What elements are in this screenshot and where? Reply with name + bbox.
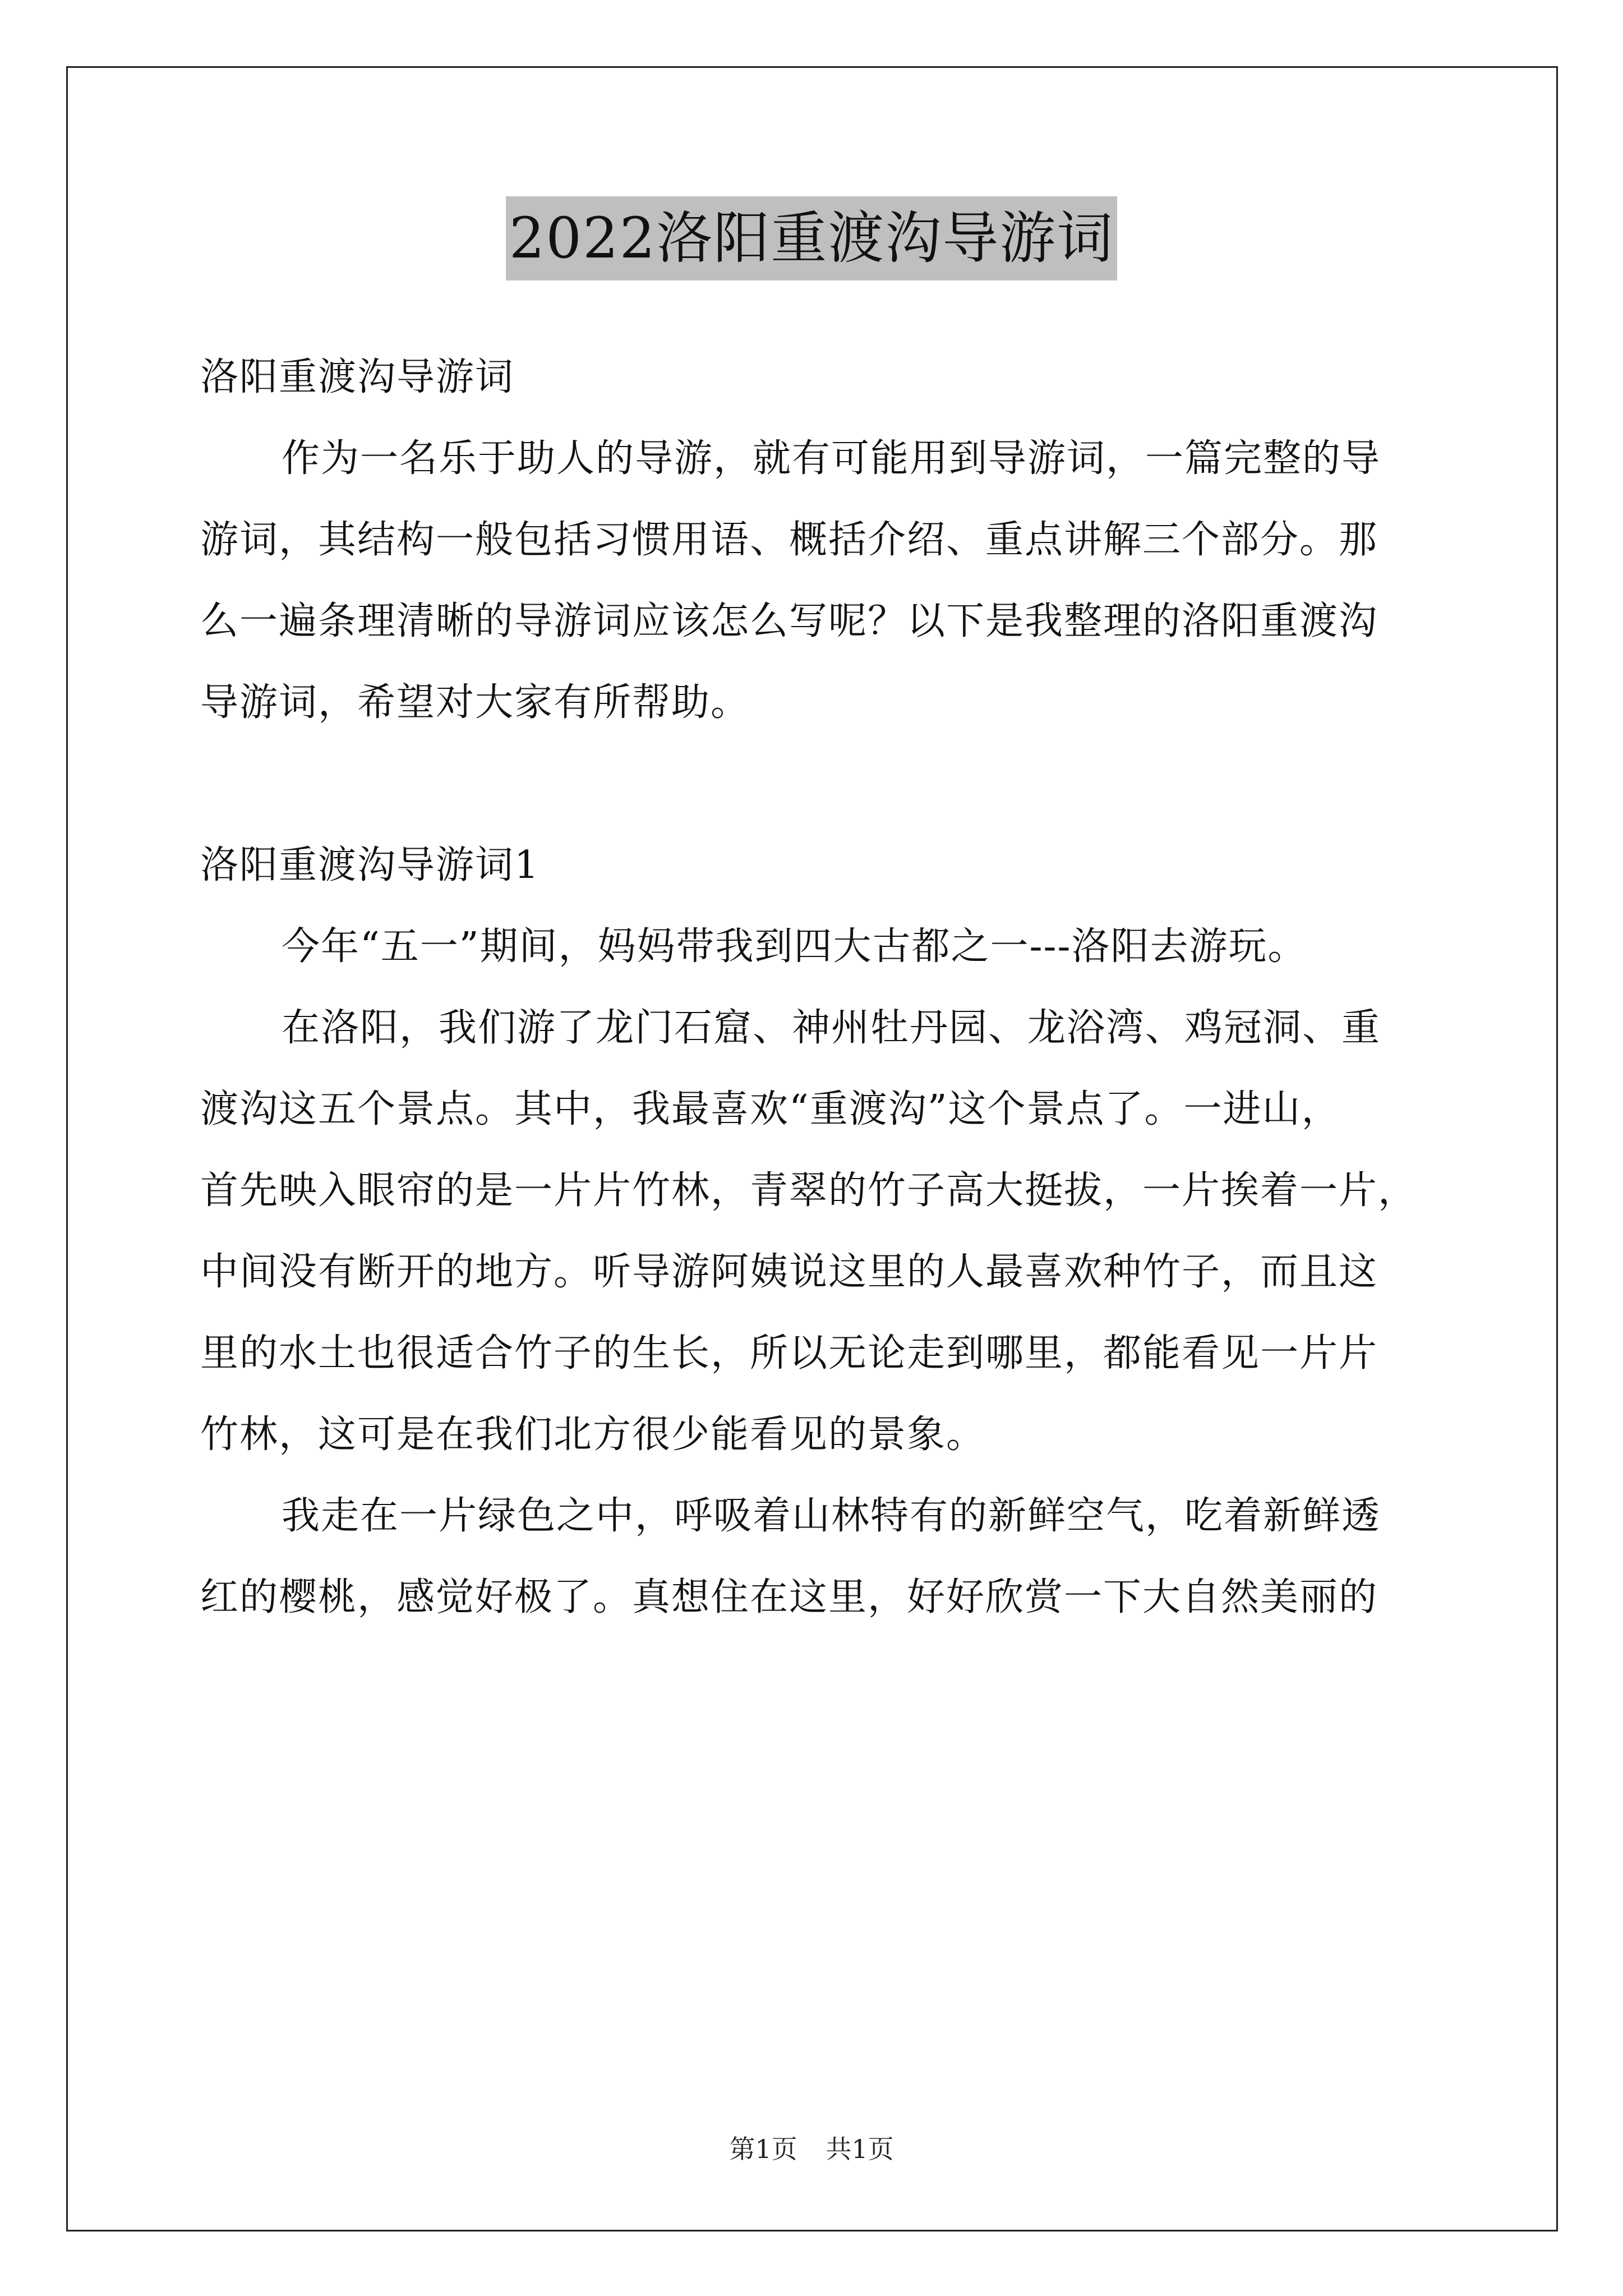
paragraph-line: 我走在一片绿色之中，呼吸着山林特有的新鲜空气，吃着新鲜透: [282, 1494, 1381, 1538]
section1-paragraph-1: [200, 906, 1434, 987]
paragraph-line: 红的樱桃，感觉好极了。真想住在这里，好好欣赏一下大自然美丽的: [200, 1575, 1378, 1619]
intro-paragraph: [200, 418, 1434, 743]
section1-paragraph-2: [200, 987, 1434, 1475]
title-container: [0, 196, 1623, 280]
document-title: 2022洛阳重渡沟导游词: [506, 196, 1118, 280]
document-body: [200, 337, 1434, 1638]
blank-line: [200, 743, 1434, 825]
paragraph-line: 渡沟这五个景点。其中，我最喜欢“重渡沟”这个景点了。一进山，: [200, 1087, 1341, 1131]
document-subtitle: 洛阳重渡沟导游词: [200, 355, 515, 399]
paragraph-line: 导游词，希望对大家有所帮助。: [200, 680, 750, 725]
paragraph-line: 么一遍条理清晰的导游词应该怎么写呢？以下是我整理的洛阳重渡沟: [200, 599, 1378, 643]
section1-paragraph-3: [200, 1475, 1434, 1638]
paragraph-line: 竹林，这可是在我们北方很少能看见的景象。: [200, 1412, 986, 1457]
page-footer: [0, 2129, 1623, 2166]
paragraph-line: 中间没有断开的地方。听导游阿姨说这里的人最喜欢种竹子，而且这: [200, 1250, 1378, 1294]
page-number-current: 第1页: [729, 2134, 797, 2164]
section-heading: 洛阳重渡沟导游词1: [200, 843, 540, 887]
paragraph-line: 里的水土也很适合竹子的生长，所以无论走到哪里，都能看见一片片: [200, 1331, 1378, 1375]
paragraph-line: 今年“五一”期间，妈妈带我到四大古都之一---洛阳去游玩。: [282, 924, 1307, 969]
paragraph-line: 游词，其结构一般包括习惯用语、概括介绍、重点讲解三个部分。那: [200, 518, 1378, 562]
paragraph-line: 首先映入眼帘的是一片片竹林，青翠的竹子高大挺拔，一片挨着一片，: [200, 1168, 1418, 1213]
paragraph-line: 作为一名乐于助人的导游，就有可能用到导游词，一篇完整的导: [282, 436, 1381, 481]
paragraph-line: 在洛阳，我们游了龙门石窟、神州牡丹园、龙浴湾、鸡冠洞、重: [282, 1006, 1381, 1050]
page-number-total: 共1页: [826, 2134, 894, 2164]
